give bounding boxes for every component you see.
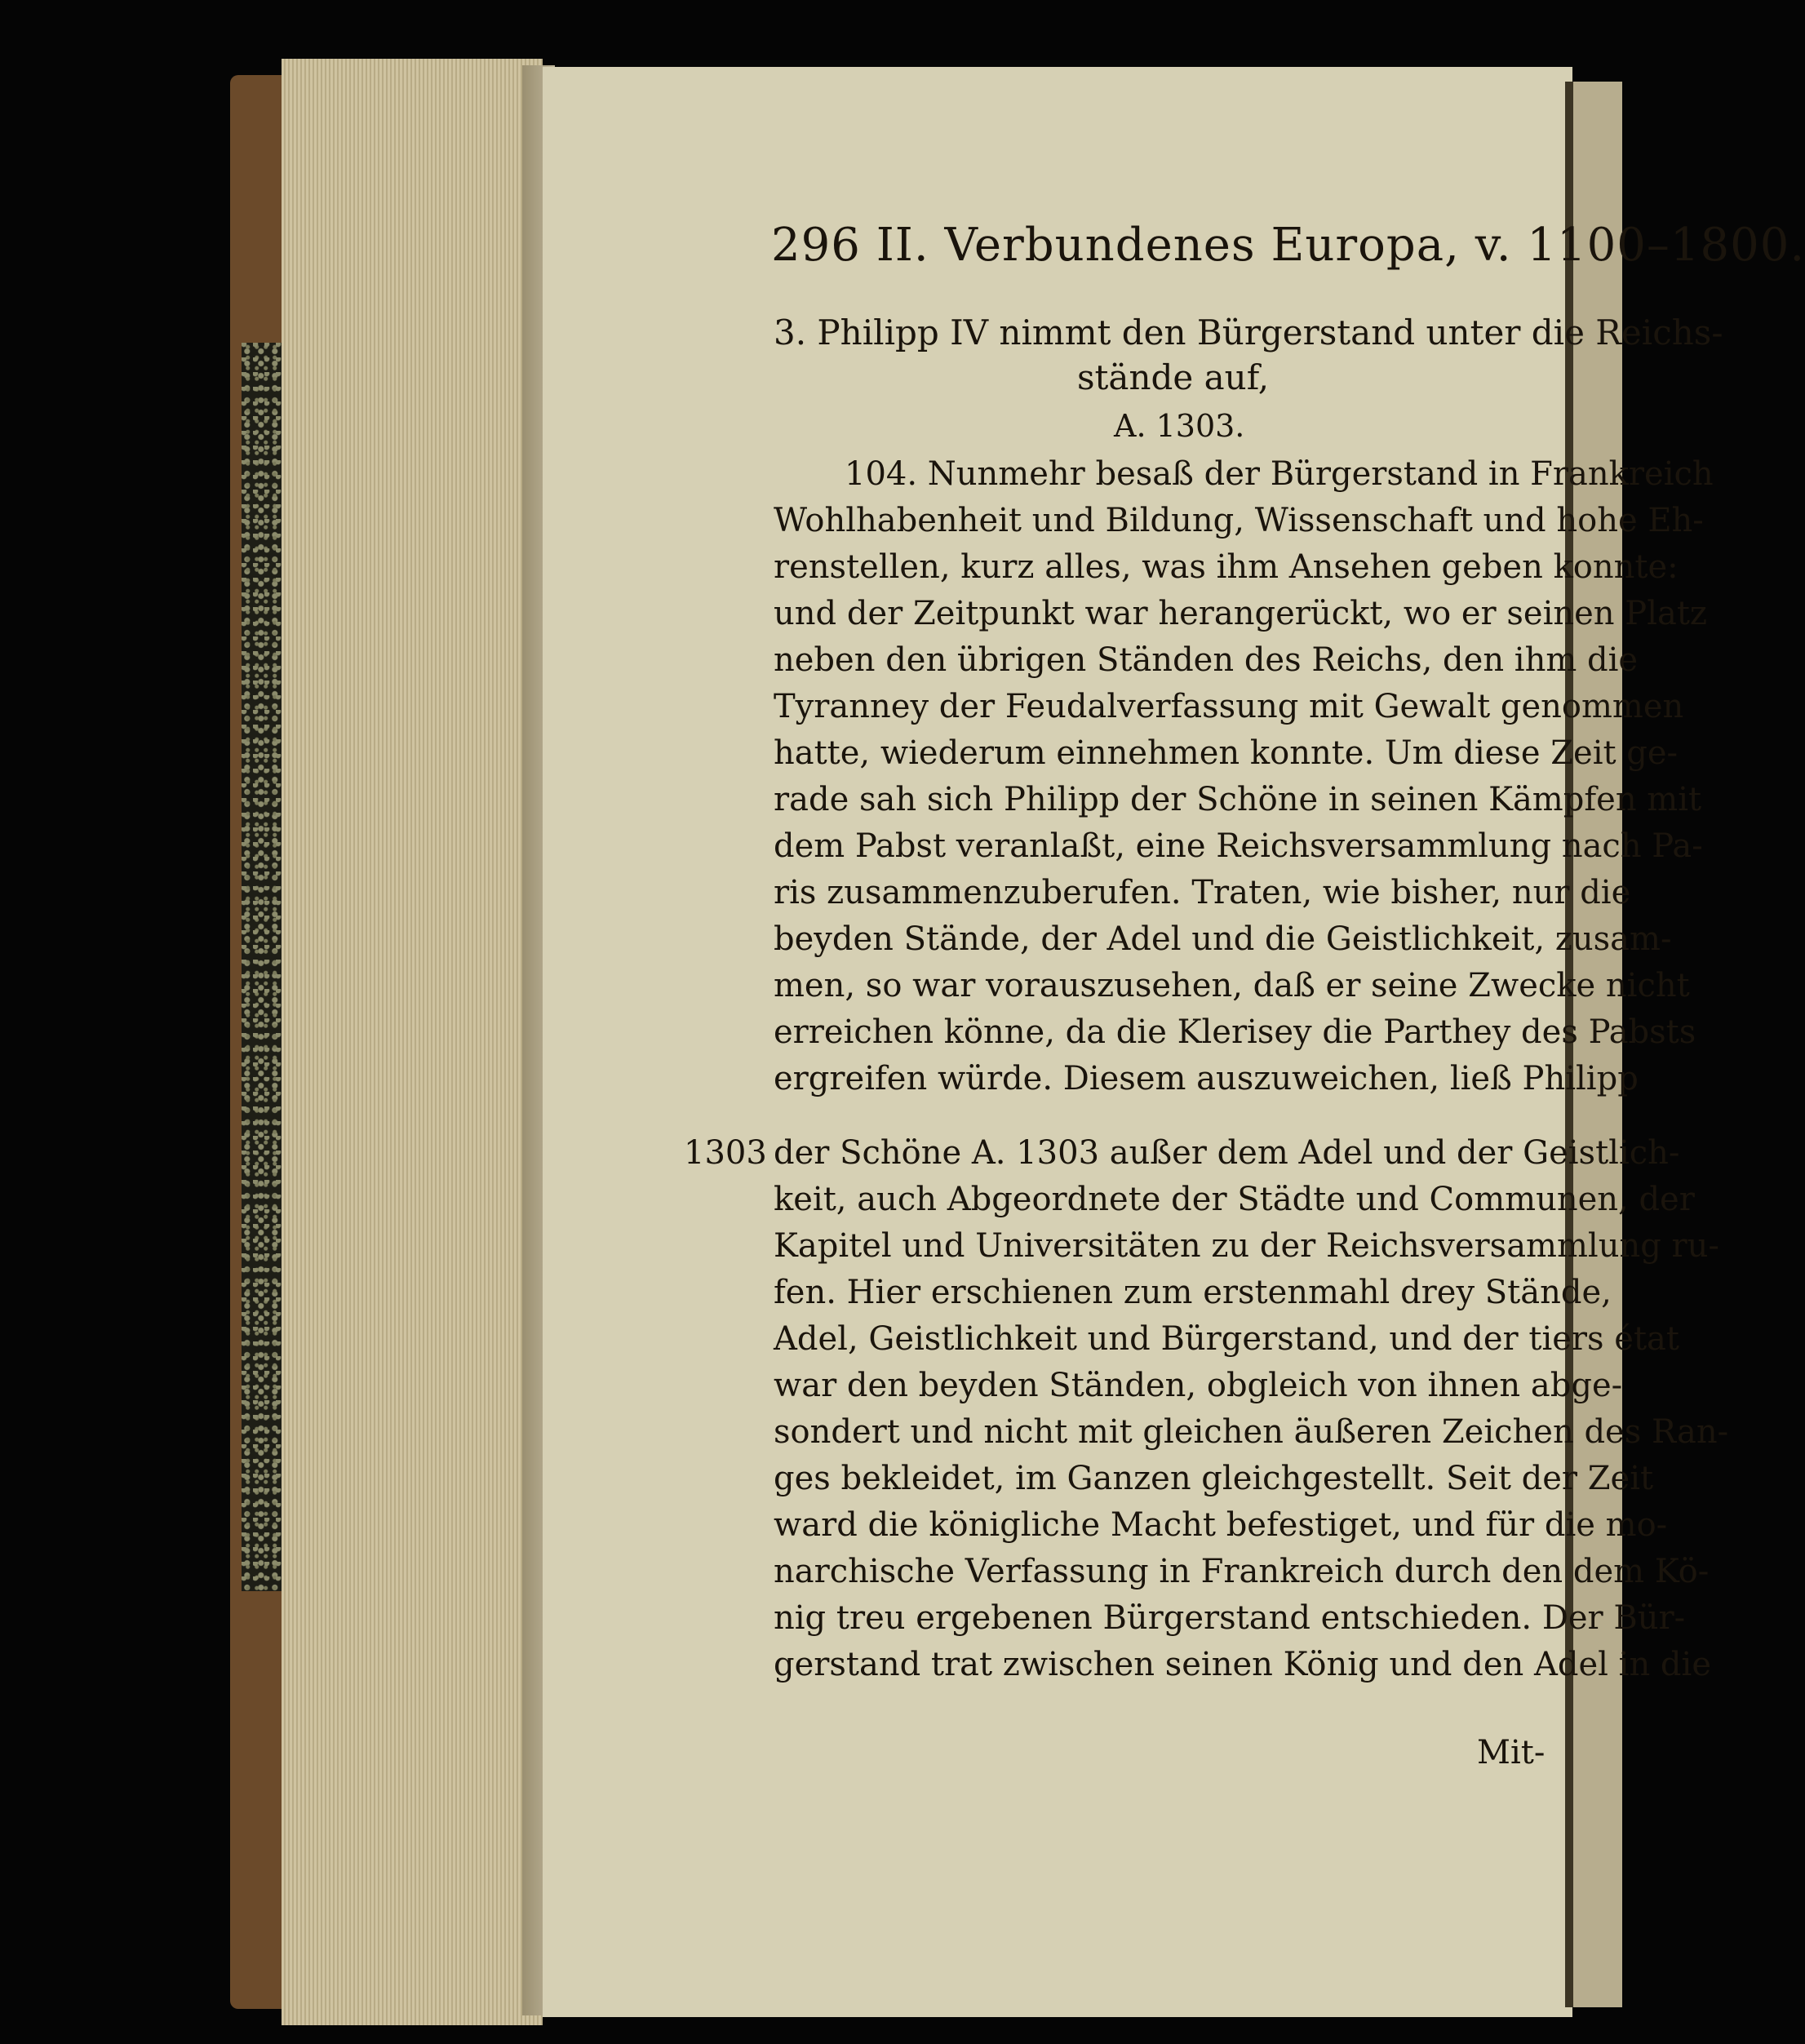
catchword: Mit- [1477,1734,1546,1771]
section-heading-line-2: stände auf, [1077,357,1270,397]
paragraph-line: erreichen könne, da die Klerisey die Parthey des Pabsts [774,1013,1696,1051]
paragraph-line: 104. Nunmehr besaß der Bürgerstand in Frankreich [845,455,1714,493]
paragraph-line: dem Pabst veranlaßt, eine Reichsversammlung nach Pa- [774,827,1703,865]
paragraph-line: Tyranney der Feudalverfassung mit Gewalt genommen [774,688,1684,725]
margin-year-note: 1303 [684,1134,767,1172]
paragraph-line: Kapitel und Universitäten zu der Reichsversammlung ru- [774,1227,1719,1265]
paragraph-line: und der Zeitpunkt war herangerückt, wo er seinen Platz [774,595,1707,632]
paragraph-line: renstellen, kurz alles, was ihm Ansehen geben konnte: [774,548,1679,586]
paragraph-line: gerstand trat zwischen seinen König und den Adel in die [774,1646,1711,1683]
paragraph-line: hatte, wiederum einnehmen konnte. Um diese Zeit ge- [774,734,1679,772]
paragraph-line: ergreifen würde. Diesem auszuweichen, ließ Philipp [774,1060,1639,1097]
paragraph-line: keit, auch Abgeordnete der Städte und Communen, der [774,1181,1695,1218]
paragraph-line: ris zusammenzuberufen. Traten, wie bisher, nur die [774,874,1631,911]
paragraph-line: fen. Hier erschienen zum erstenmahl drey Stände, [774,1274,1612,1311]
paragraph-line: war den beyden Ständen, obgleich von ihnen abge- [774,1367,1623,1404]
paragraph-line: ward die königliche Macht befestiget, und für die mo- [774,1506,1668,1544]
section-year: A. 1303. [1114,408,1245,444]
running-header: 296 II. Verbundenes Europa, v. 1100–1800. [771,219,1805,272]
paragraph-line: neben den übrigen Ständen des Reichs, den ihm die [774,641,1639,679]
paragraph-line: Adel, Geistlichkeit und Bürgerstand, und der tiers état [774,1320,1679,1358]
paragraph-line: beyden Stände, der Adel und die Geistlichkeit, zusam- [774,920,1672,958]
page-block-edge [282,59,543,2025]
paragraph-line: nig treu ergebenen Bürgerstand entschieden. Der Bür- [774,1599,1686,1637]
paragraph-line: sondert und nicht mit gleichen äußeren Zeichen des Ran- [774,1413,1729,1451]
paragraph-line: der Schöne A. 1303 außer dem Adel und der Geistlich- [774,1134,1680,1172]
paragraph-line: narchische Verfassung in Frankreich durch den dem Kö- [774,1553,1710,1590]
paragraph-line: men, so war vorauszusehen, daß er seine Zwecke nicht [774,967,1690,1004]
paragraph-line: Wohlhabenheit und Bildung, Wissenschaft und hohe Eh- [774,502,1704,539]
paragraph-line: ges bekleidet, im Ganzen gleichgestellt. Seit der Zeit [774,1460,1654,1497]
paragraph-line: rade sah sich Philipp der Schöne in seinen Kämpfen mit [774,781,1702,818]
section-heading-line-1: 3. Philipp IV nimmt den Bürgerstand unter die Reichs- [774,313,1723,352]
